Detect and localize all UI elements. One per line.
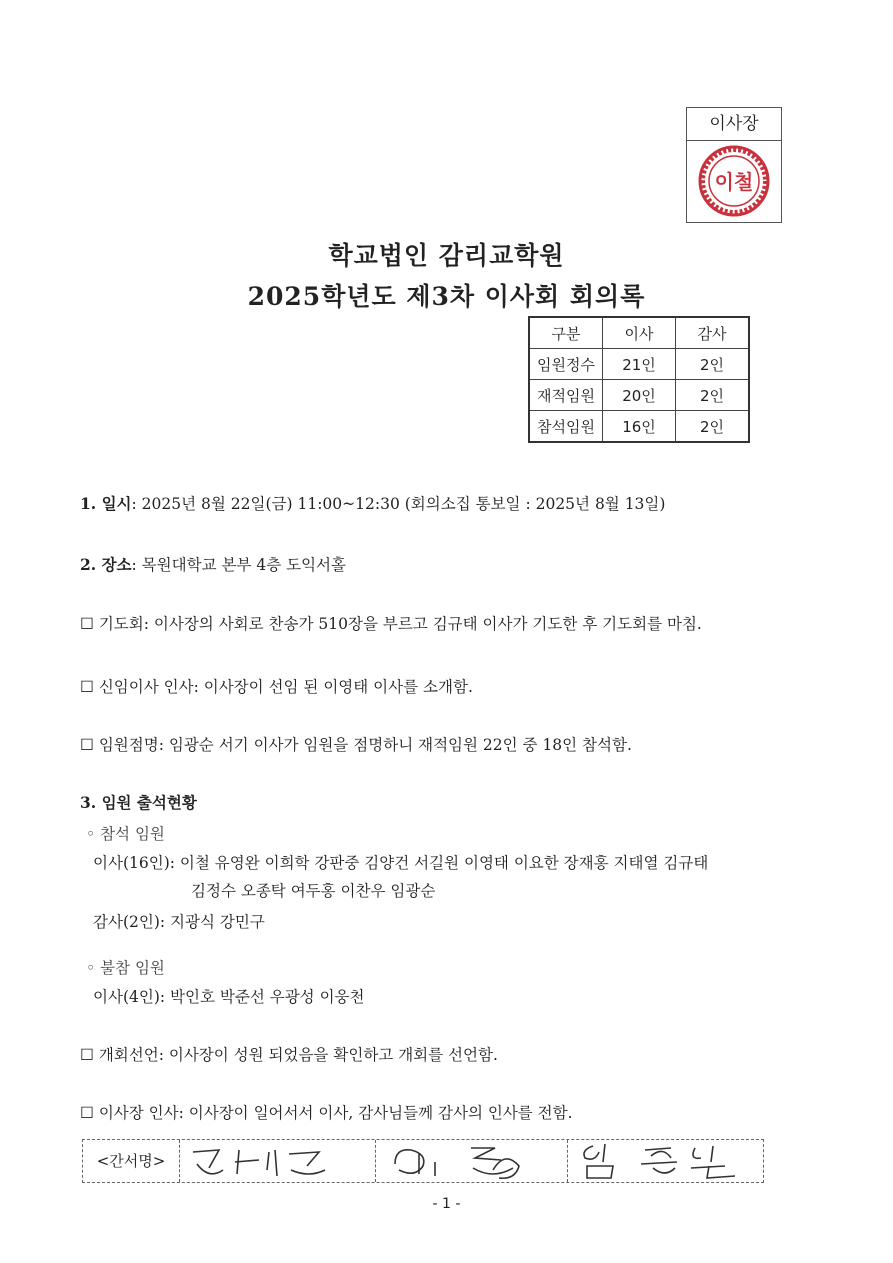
place-label: 2. 장소	[80, 555, 132, 574]
meeting-date	[80, 492, 665, 514]
signature-label: <간서명>	[83, 1140, 180, 1182]
prayer-item: ☐ 기도회: 이사장의 사회로 찬송가 510장을 부르고 김규태 이사가 기도한 후 기도회를 마침.	[80, 615, 702, 633]
table-header-cell: 감사	[676, 317, 750, 349]
date-text: : 2025년 8월 22일(금) 11:00~12:30 (회의소집 통보일 : 2025년 8월 13일)	[131, 495, 666, 513]
table-row	[529, 349, 749, 380]
absent-label: ◦ 불참 임원	[86, 959, 165, 977]
place-text: : 목원대학교 본부 4층 도익서홀	[131, 556, 346, 574]
seal-text: 이철	[714, 170, 754, 194]
table-header-cell: 구분	[529, 317, 603, 349]
page-number: - 1 -	[432, 1196, 461, 1212]
handwritten-signature	[179, 1140, 375, 1182]
document-title-line2: 2025학년도 제3차 이사회 회의록	[247, 282, 646, 311]
table-cell: 21인	[603, 349, 676, 380]
table-cell: 2인	[676, 411, 750, 443]
meeting-place	[80, 553, 346, 575]
present-auditors: 감사(2인): 지광식 강민구	[93, 913, 265, 931]
table-cell: 16인	[603, 411, 676, 443]
roll-call-item: ☐ 임원점명: 임광순 서기 이사가 임원을 점명하니 재적임원 22인 중 18인 참석함.	[80, 736, 632, 754]
absent-directors: 이사(4인): 박인호 박준선 우광성 이웅천	[93, 988, 365, 1006]
table-cell: 2인	[676, 380, 750, 411]
table-row	[529, 380, 749, 411]
approval-box	[686, 107, 782, 223]
table-cell: 재적임원	[529, 380, 603, 411]
signature-cell	[567, 1140, 763, 1182]
handwritten-signature	[375, 1140, 567, 1182]
signature-cell	[179, 1140, 376, 1182]
opening-item: ☐ 개회선언: 이사장이 성원 되었음을 확인하고 개회를 선언함.	[80, 1046, 498, 1064]
seal-stamp	[698, 145, 770, 217]
signature-row	[82, 1139, 764, 1183]
handwritten-signature	[567, 1140, 763, 1182]
table-header-cell: 이사	[603, 317, 676, 349]
attendance-heading: 3. 임원 출석현황	[80, 793, 197, 812]
table-cell: 20인	[603, 380, 676, 411]
table-header-row	[529, 317, 749, 349]
table-cell: 2인	[676, 349, 750, 380]
document-title-line1: 학교법인 감리교학원	[328, 241, 565, 270]
table-cell: 참석임원	[529, 411, 603, 443]
table-cell: 임원정수	[529, 349, 603, 380]
approval-header: 이사장	[687, 108, 781, 141]
present-directors-line1: 이사(16인): 이철 유영완 이희학 강판중 김양건 서길원 이영태 이요한 장재홍 지태열 김규태	[93, 854, 709, 872]
new-director-item: ☐ 신임이사 인사: 이사장이 선임 된 이영태 이사를 소개함.	[80, 678, 473, 696]
table-row	[529, 411, 749, 443]
signature-cell	[375, 1140, 568, 1182]
present-label: ◦ 참석 임원	[86, 825, 165, 843]
greeting-item: ☐ 이사장 인사: 이사장이 일어서서 이사, 감사님들께 감사의 인사를 전함.	[80, 1104, 573, 1122]
attendance-summary-table	[528, 316, 750, 443]
present-directors-line2: 김정수 오종탁 여두홍 이찬우 임광순	[191, 882, 436, 900]
date-label: 1. 일시	[80, 494, 132, 513]
